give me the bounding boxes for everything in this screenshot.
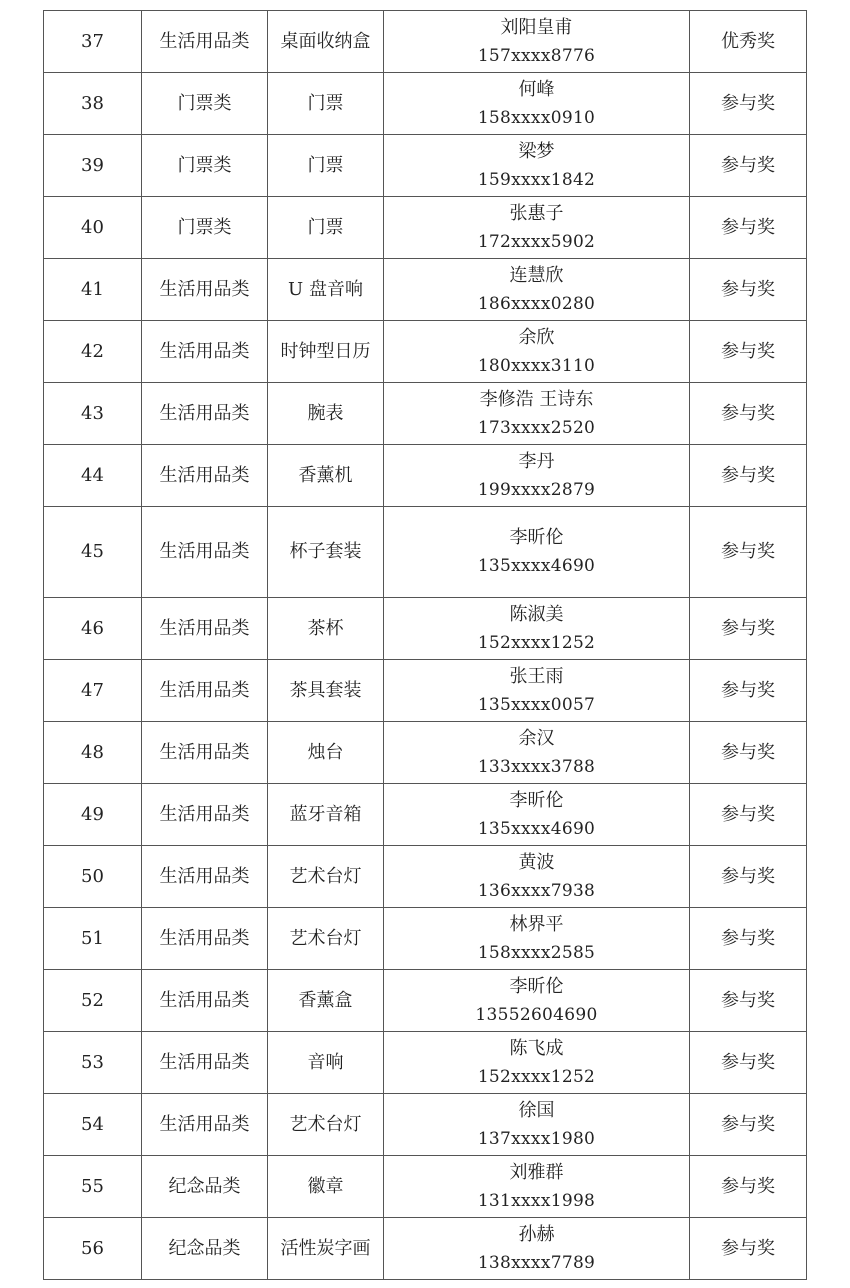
category-cell: 生活用品类 [142, 507, 268, 598]
category-cell: 门票类 [142, 197, 268, 259]
row-number-cell: 39 [44, 135, 142, 197]
winner-phone: 137xxxx1980 [477, 1128, 596, 1149]
winner-phone: 136xxxx7938 [477, 880, 596, 901]
winner-cell [384, 970, 690, 1032]
prize-cell: 香薰盒 [268, 970, 384, 1032]
winner-cell [384, 383, 690, 445]
row-number-cell: 48 [44, 722, 142, 784]
table-row [44, 507, 807, 598]
category-cell: 生活用品类 [142, 846, 268, 908]
row-number-cell: 55 [44, 1156, 142, 1218]
table-row [44, 1156, 807, 1218]
winner-cell [384, 1156, 690, 1218]
award-cell: 参与奖 [690, 784, 807, 846]
row-number-cell: 46 [44, 598, 142, 660]
prize-cell: 门票 [268, 135, 384, 197]
table-row [44, 259, 807, 321]
winner-phone: 199xxxx2879 [477, 479, 596, 500]
row-number-cell: 52 [44, 970, 142, 1032]
award-cell: 参与奖 [690, 846, 807, 908]
row-number-cell: 42 [44, 321, 142, 383]
award-cell: 参与奖 [690, 197, 807, 259]
award-cell: 优秀奖 [690, 11, 807, 73]
row-number-cell: 51 [44, 908, 142, 970]
row-number-cell: 44 [44, 445, 142, 507]
winner-name: 连慧欣 [509, 264, 564, 286]
winner-cell [384, 321, 690, 383]
table-row [44, 722, 807, 784]
prize-cell: 茶具套装 [268, 660, 384, 722]
category-cell: 纪念品类 [142, 1156, 268, 1218]
table-row [44, 383, 807, 445]
table-row [44, 908, 807, 970]
award-cell: 参与奖 [690, 507, 807, 598]
winner-phone: 180xxxx3110 [477, 355, 596, 376]
winner-name: 李昕伦 [509, 975, 564, 997]
prize-cell: 艺术台灯 [268, 1094, 384, 1156]
row-number-cell: 38 [44, 73, 142, 135]
prize-cell: 香薰机 [268, 445, 384, 507]
prize-cell: 门票 [268, 197, 384, 259]
category-cell: 生活用品类 [142, 598, 268, 660]
winner-cell [384, 1218, 690, 1280]
award-cell: 参与奖 [690, 1032, 807, 1094]
winner-name: 李昕伦 [509, 789, 564, 811]
prize-cell: 音响 [268, 1032, 384, 1094]
winner-phone: 173xxxx2520 [477, 417, 596, 438]
prize-cell: 活性炭字画 [268, 1218, 384, 1280]
winner-name: 余欣 [518, 326, 555, 348]
award-cell: 参与奖 [690, 1156, 807, 1218]
award-cell: 参与奖 [690, 722, 807, 784]
winner-phone: 159xxxx1842 [477, 169, 596, 190]
prize-cell: 桌面收纳盒 [268, 11, 384, 73]
winner-cell [384, 846, 690, 908]
prize-cell: 时钟型日历 [268, 321, 384, 383]
table-row [44, 73, 807, 135]
table-row [44, 598, 807, 660]
award-cell: 参与奖 [690, 908, 807, 970]
winner-name: 李修浩 王诗东 [479, 388, 594, 410]
award-cell: 参与奖 [690, 135, 807, 197]
prize-cell: U 盘音响 [268, 259, 384, 321]
row-number-cell: 41 [44, 259, 142, 321]
category-cell: 门票类 [142, 73, 268, 135]
category-cell: 生活用品类 [142, 1032, 268, 1094]
award-cell: 参与奖 [690, 970, 807, 1032]
winner-phone: 158xxxx0910 [477, 107, 596, 128]
winner-cell [384, 445, 690, 507]
award-cell: 参与奖 [690, 598, 807, 660]
table-row [44, 11, 807, 73]
winner-phone: 135xxxx4690 [477, 818, 596, 839]
row-number-cell: 40 [44, 197, 142, 259]
winner-phone: 135xxxx0057 [477, 694, 596, 715]
winner-cell [384, 784, 690, 846]
winner-name: 梁梦 [518, 140, 555, 162]
category-cell: 生活用品类 [142, 321, 268, 383]
winner-phone: 138xxxx7789 [477, 1252, 596, 1273]
prize-cell: 徽章 [268, 1156, 384, 1218]
prize-cell: 茶杯 [268, 598, 384, 660]
winner-cell [384, 259, 690, 321]
table-row [44, 445, 807, 507]
winner-name: 余汉 [518, 727, 555, 749]
winner-cell [384, 197, 690, 259]
winner-phone: 152xxxx1252 [477, 1066, 596, 1087]
row-number-cell: 56 [44, 1218, 142, 1280]
winner-phone: 135xxxx4690 [477, 556, 596, 576]
prize-cell: 杯子套装 [268, 507, 384, 598]
prize-cell: 艺术台灯 [268, 846, 384, 908]
winner-phone: 131xxxx1998 [477, 1190, 596, 1211]
table-row [44, 1218, 807, 1280]
winner-name: 黄波 [518, 851, 555, 873]
winner-phone: 157xxxx8776 [477, 45, 596, 66]
category-cell: 生活用品类 [142, 259, 268, 321]
award-cell: 参与奖 [690, 660, 807, 722]
winner-cell [384, 11, 690, 73]
winner-cell [384, 507, 690, 598]
winner-phone: 172xxxx5902 [477, 231, 596, 252]
award-cell: 参与奖 [690, 383, 807, 445]
winner-name: 何峰 [518, 78, 555, 100]
winner-name: 徐国 [518, 1099, 555, 1121]
category-cell: 门票类 [142, 135, 268, 197]
winner-cell [384, 1094, 690, 1156]
table-row [44, 1094, 807, 1156]
winner-cell [384, 135, 690, 197]
winner-phone: 13552604690 [475, 1004, 598, 1025]
prize-cell: 蓝牙音箱 [268, 784, 384, 846]
winner-phone: 152xxxx1252 [477, 632, 596, 653]
table-row [44, 135, 807, 197]
row-number-cell: 54 [44, 1094, 142, 1156]
table-row [44, 321, 807, 383]
table-row [44, 660, 807, 722]
category-cell: 纪念品类 [142, 1218, 268, 1280]
winners-table [43, 10, 807, 1280]
row-number-cell: 50 [44, 846, 142, 908]
winner-cell [384, 1032, 690, 1094]
prize-cell: 艺术台灯 [268, 908, 384, 970]
winner-name: 张王雨 [509, 665, 564, 687]
award-cell: 参与奖 [690, 259, 807, 321]
category-cell: 生活用品类 [142, 784, 268, 846]
row-number-cell: 43 [44, 383, 142, 445]
category-cell: 生活用品类 [142, 970, 268, 1032]
category-cell: 生活用品类 [142, 722, 268, 784]
prize-cell: 门票 [268, 73, 384, 135]
category-cell: 生活用品类 [142, 908, 268, 970]
award-cell: 参与奖 [690, 1094, 807, 1156]
winner-name: 陈飞成 [509, 1037, 564, 1059]
winner-phone: 186xxxx0280 [477, 293, 596, 314]
winner-name: 陈淑美 [509, 603, 564, 625]
winner-name: 林界平 [509, 913, 564, 935]
row-number-cell: 47 [44, 660, 142, 722]
winner-cell [384, 598, 690, 660]
winner-phone: 158xxxx2585 [477, 942, 596, 963]
category-cell: 生活用品类 [142, 11, 268, 73]
row-number-cell: 37 [44, 11, 142, 73]
prize-cell: 腕表 [268, 383, 384, 445]
winner-name: 刘雅群 [509, 1161, 564, 1183]
winner-name: 刘阳皇甫 [500, 16, 573, 38]
row-number-cell: 53 [44, 1032, 142, 1094]
winner-name: 张惠子 [509, 202, 564, 224]
winner-cell [384, 73, 690, 135]
award-cell: 参与奖 [690, 445, 807, 507]
winner-cell [384, 908, 690, 970]
award-cell: 参与奖 [690, 321, 807, 383]
table-row [44, 846, 807, 908]
table-row [44, 197, 807, 259]
winner-name: 李丹 [518, 450, 555, 472]
category-cell: 生活用品类 [142, 660, 268, 722]
prize-cell: 烛台 [268, 722, 384, 784]
winners-table-body [44, 11, 807, 1280]
winner-cell [384, 722, 690, 784]
category-cell: 生活用品类 [142, 383, 268, 445]
category-cell: 生活用品类 [142, 445, 268, 507]
table-row [44, 1032, 807, 1094]
table-row [44, 970, 807, 1032]
winner-phone: 133xxxx3788 [477, 756, 596, 777]
winner-name: 孙赫 [518, 1223, 555, 1245]
row-number-cell: 45 [44, 507, 142, 598]
category-cell: 生活用品类 [142, 1094, 268, 1156]
award-cell: 参与奖 [690, 73, 807, 135]
row-number-cell: 49 [44, 784, 142, 846]
table-row [44, 784, 807, 846]
winner-cell [384, 660, 690, 722]
winner-name: 李昕伦 [509, 527, 564, 548]
award-cell: 参与奖 [690, 1218, 807, 1280]
